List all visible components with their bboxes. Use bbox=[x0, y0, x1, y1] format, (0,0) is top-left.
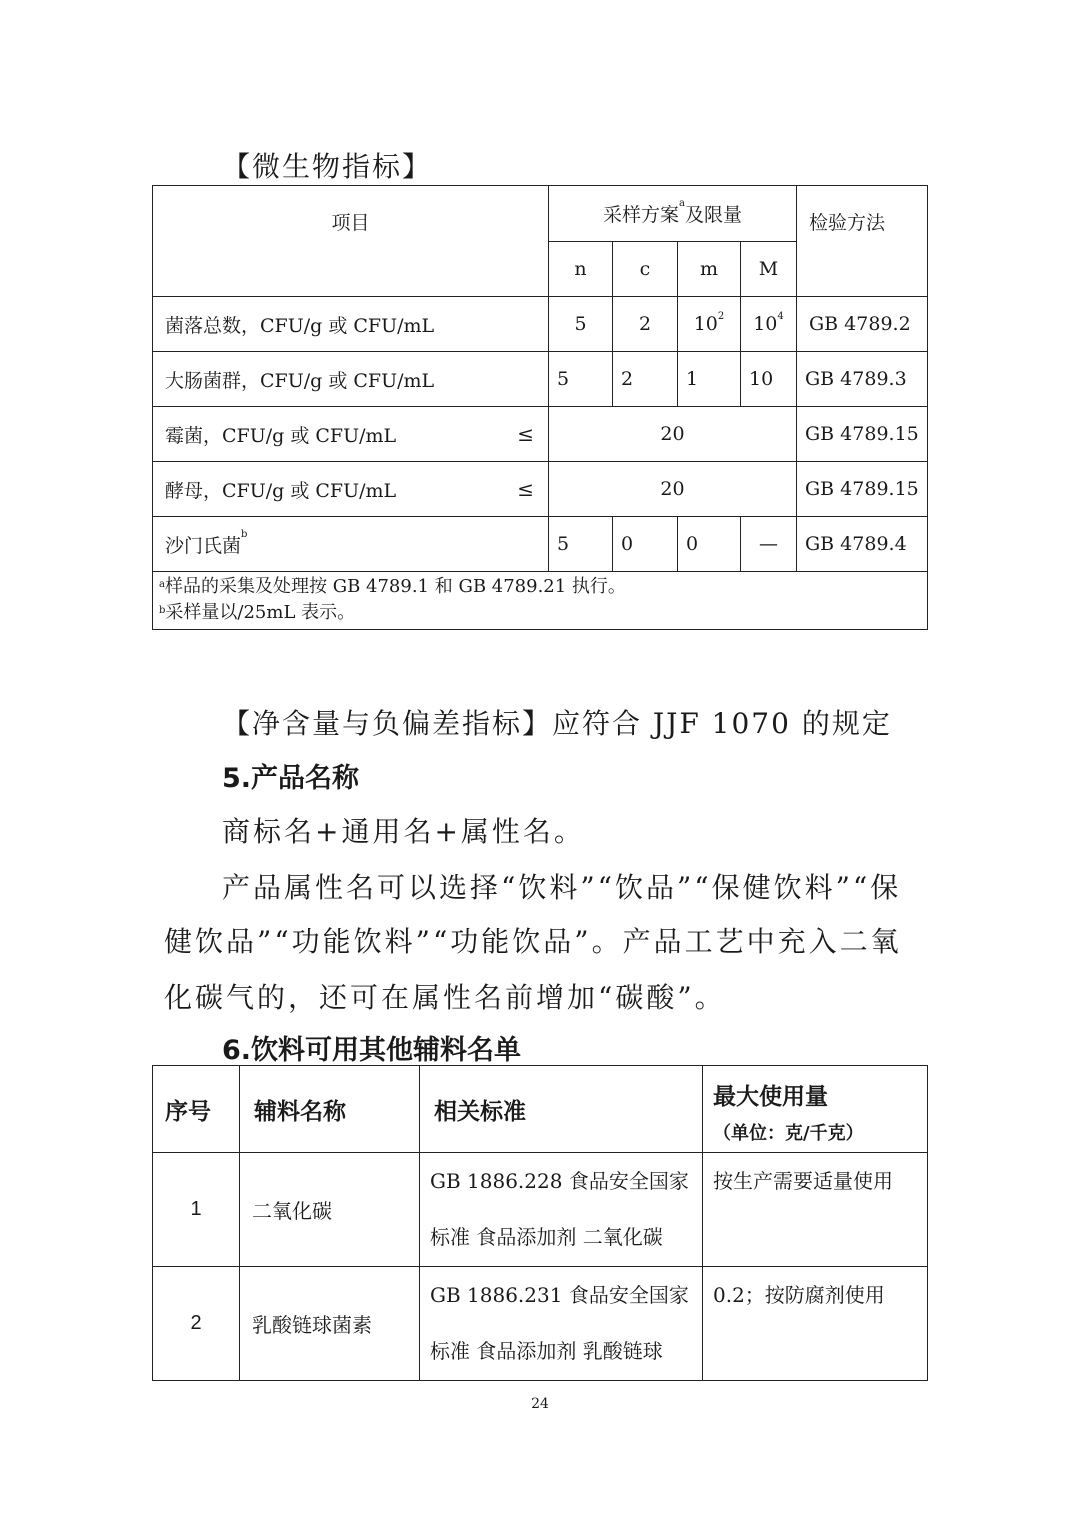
row-method: GB 4789.3 bbox=[797, 352, 928, 407]
header-no: 序号 bbox=[153, 1066, 240, 1153]
row-n: 5 bbox=[549, 352, 613, 407]
page-number: 24 bbox=[531, 1396, 549, 1412]
header-item: 项目 bbox=[153, 186, 549, 297]
table-row bbox=[153, 297, 928, 352]
net-content-heading: 【净含量与负偏差指标】应符合 JJF 1070 的规定 bbox=[222, 707, 892, 740]
row-no: 2 bbox=[153, 1267, 240, 1381]
table-row bbox=[153, 517, 928, 572]
row-usage: 0.2；按防腐剂使用 bbox=[703, 1267, 928, 1381]
row-method: GB 4789.4 bbox=[797, 517, 928, 572]
table-row bbox=[153, 352, 928, 407]
row-standard: GB 1886.228 食品安全国家 标准 食品添加剂 二氧化碳 bbox=[420, 1153, 703, 1267]
row-M: 10 bbox=[741, 352, 797, 407]
section5-paragraph-2-line-2: 健饮品”“功能饮料”“功能饮品”。产品工艺中充入二氧 bbox=[164, 925, 902, 958]
row-method: GB 4789.15 bbox=[797, 407, 928, 462]
microbiology-table bbox=[152, 185, 928, 630]
row-item: 酵母，CFU/g 或 CFU/mL ≤ bbox=[153, 462, 549, 517]
row-limit: 20 bbox=[549, 462, 797, 517]
table-row bbox=[153, 407, 928, 462]
row-M: — bbox=[741, 517, 797, 572]
subheader-M: M bbox=[741, 242, 797, 297]
table-row bbox=[153, 1267, 928, 1381]
section5-paragraph-2-line-1: 产品属性名可以选择“饮料”“饮品”“保健饮料”“保 bbox=[222, 871, 902, 904]
subheader-m: m bbox=[678, 242, 741, 297]
row-limit: 20 bbox=[549, 407, 797, 462]
row-m: $10^2$ bbox=[678, 297, 741, 352]
row-name: 乳酸链球菌素 bbox=[240, 1267, 420, 1381]
table-row bbox=[153, 462, 928, 517]
note-a: $^a$样品的采集及处理按 GB 4789.1 和 GB 4789.21 执行。 bbox=[159, 576, 626, 597]
section5-paragraph-1: 商标名+通用名+属性名。 bbox=[222, 815, 585, 848]
row-m: 0 bbox=[678, 517, 741, 572]
row-n: 5 bbox=[549, 297, 613, 352]
header-max-usage: 最大使用量 （单位：克/千克） bbox=[703, 1066, 928, 1153]
row-m: 1 bbox=[678, 352, 741, 407]
row-no: 1 bbox=[153, 1153, 240, 1267]
row-c: 0 bbox=[613, 517, 678, 572]
row-item: 霉菌，CFU/g 或 CFU/mL ≤ bbox=[153, 407, 549, 462]
section6-title: 6.饮料可用其他辅料名单 bbox=[222, 1035, 522, 1066]
table-row bbox=[153, 1153, 928, 1267]
row-method: GB 4789.15 bbox=[797, 462, 928, 517]
table-notes bbox=[153, 572, 928, 630]
section5-title: 5.产品名称 bbox=[222, 763, 360, 794]
auxiliary-materials-table bbox=[152, 1065, 928, 1381]
row-item: 大肠菌群，CFU/g 或 CFU/mL bbox=[153, 352, 549, 407]
subheader-c: c bbox=[613, 242, 678, 297]
note-b: $^b$采样量以/25mL 表示。 bbox=[159, 602, 356, 623]
row-standard: GB 1886.231 食品安全国家 标准 食品添加剂 乳酸链球 bbox=[420, 1267, 703, 1381]
header-name: 辅料名称 bbox=[240, 1066, 420, 1153]
row-item: 菌落总数，CFU/g 或 CFU/mL bbox=[153, 297, 549, 352]
row-c: 2 bbox=[613, 297, 678, 352]
subheader-n: n bbox=[549, 242, 613, 297]
micro-heading: 【微生物指标】 bbox=[222, 150, 433, 183]
row-usage: 按生产需要适量使用 bbox=[703, 1153, 928, 1267]
header-sampling-plan: 采样方案$^a$及限量 bbox=[549, 186, 797, 242]
row-name: 二氧化碳 bbox=[240, 1153, 420, 1267]
row-item: 沙门氏菌$^b$ bbox=[153, 517, 549, 572]
row-M: $10^4$ bbox=[741, 297, 797, 352]
row-n: 5 bbox=[549, 517, 613, 572]
header-standard: 相关标准 bbox=[420, 1066, 703, 1153]
row-method: GB 4789.2 bbox=[797, 297, 928, 352]
header-test-method: 检验方法 bbox=[797, 186, 928, 297]
row-c: 2 bbox=[613, 352, 678, 407]
section5-paragraph-2-line-3: 化碳气的，还可在属性名前增加“碳酸”。 bbox=[164, 981, 726, 1014]
